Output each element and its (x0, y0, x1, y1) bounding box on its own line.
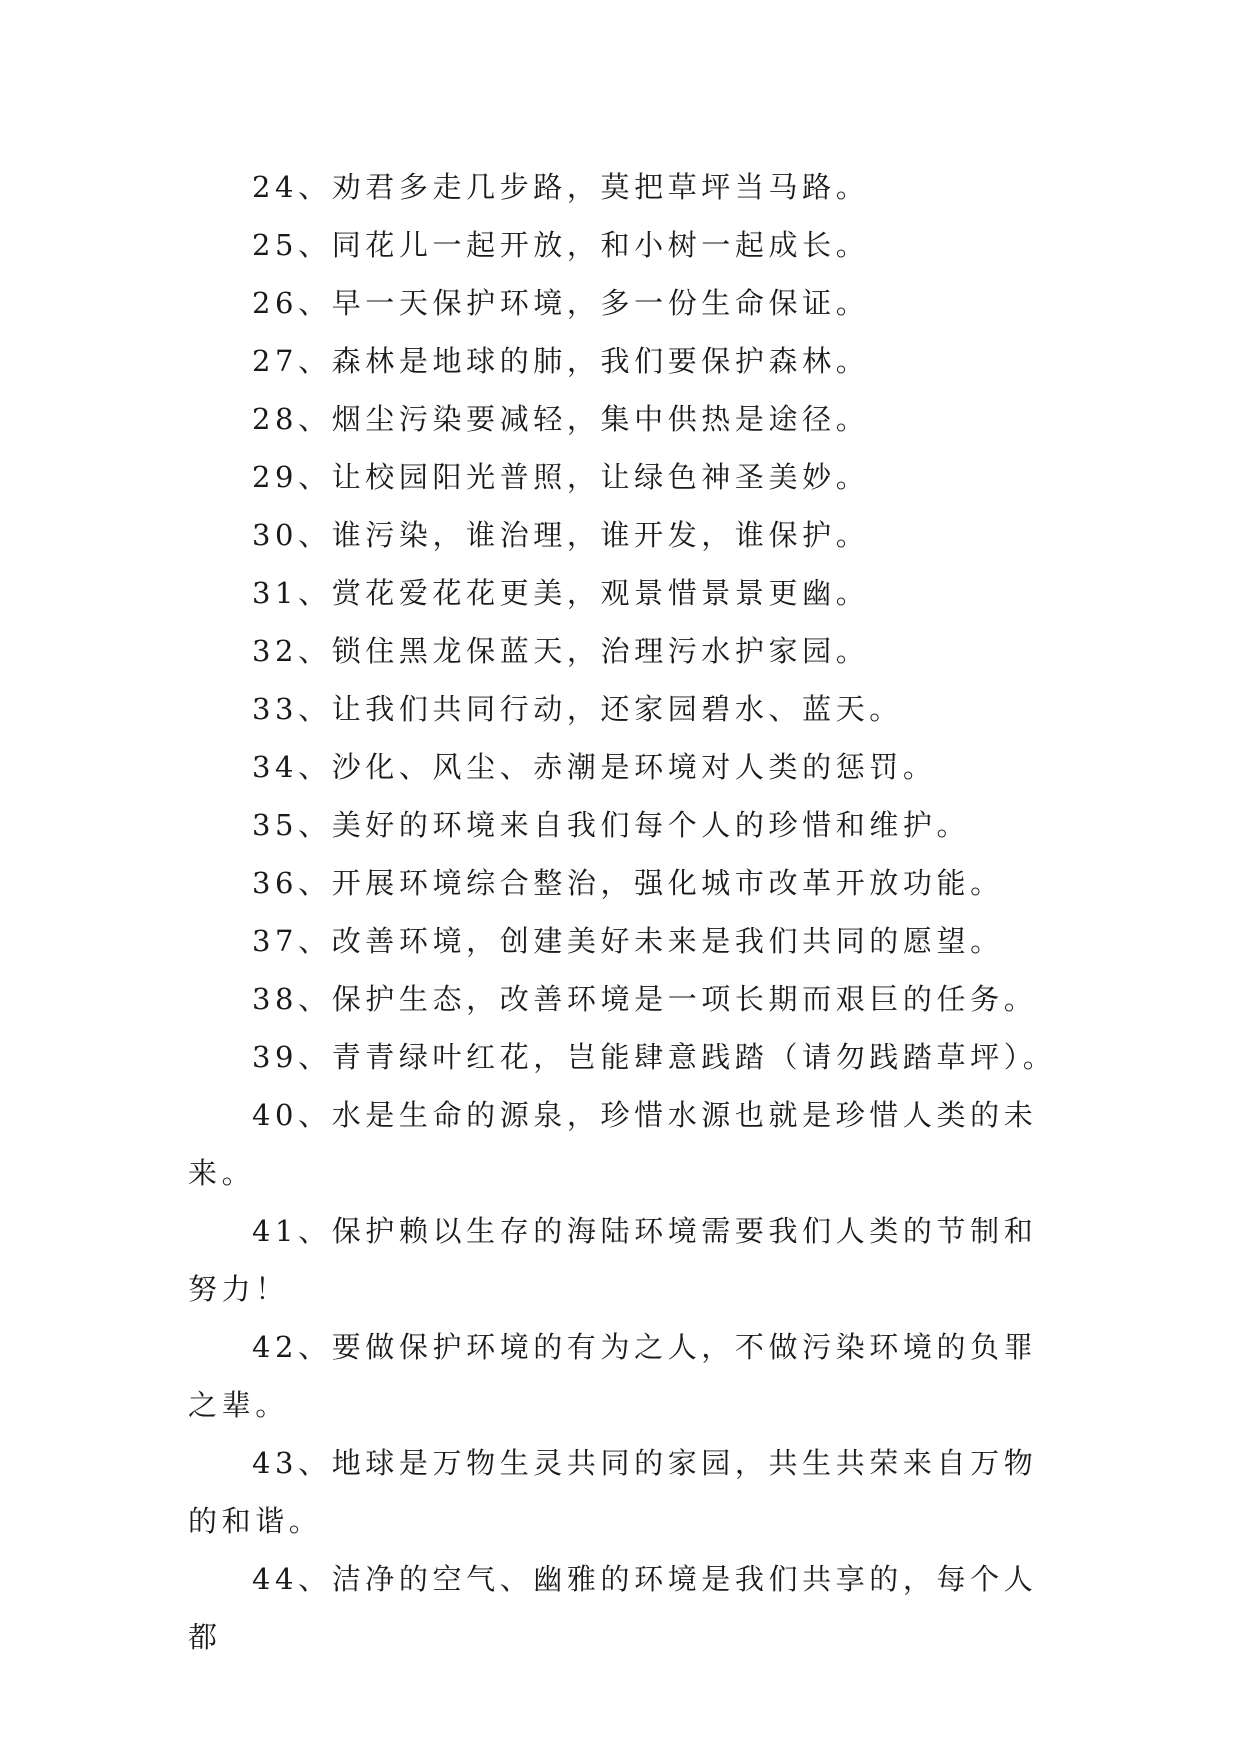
slogan-41: 41、保护赖以生存的海陆环境需要我们人类的节制和努力！ (188, 1214, 1038, 1306)
slogan-37: 37、改善环境，创建美好未来是我们共同的愿望。 (252, 924, 1004, 958)
slogan-31: 31、赏花爱花花更美，观景惜景景更幽。 (252, 576, 870, 610)
slogan-25: 25、同花儿一起开放，和小树一起成长。 (252, 228, 870, 262)
slogan-44: 44、洁净的空气、幽雅的环境是我们共享的，每个人都 (188, 1562, 1038, 1654)
slogan-40: 40、水是生命的源泉，珍惜水源也就是珍惜人类的未来。 (188, 1098, 1038, 1190)
slogan-39: 39、青青绿叶红花，岂能肆意践踏（请勿践踏草坪）。 (252, 1040, 1057, 1074)
slogan-38: 38、保护生态，改善环境是一项长期而艰巨的任务。 (252, 982, 1038, 1016)
slogan-33: 33、让我们共同行动，还家园碧水、蓝天。 (252, 692, 903, 726)
slogan-26: 26、早一天保护环境，多一份生命保证。 (252, 286, 870, 320)
slogan-35: 35、美好的环境来自我们每个人的珍惜和维护。 (252, 808, 971, 842)
slogan-36: 36、开展环境综合整治，强化城市改革开放功能。 (252, 866, 1004, 900)
slogan-29: 29、让校园阳光普照，让绿色神圣美妙。 (252, 460, 870, 494)
slogan-34: 34、沙化、风尘、赤潮是环境对人类的惩罚。 (252, 750, 937, 784)
slogan-28: 28、烟尘污染要减轻，集中供热是途径。 (252, 402, 870, 436)
slogan-43: 43、地球是万物生灵共同的家园，共生共荣来自万物的和谐。 (188, 1446, 1038, 1538)
slogan-42: 42、要做保护环境的有为之人，不做污染环境的负罪之辈。 (188, 1330, 1038, 1422)
slogan-27: 27、森林是地球的肺，我们要保护森林。 (252, 344, 870, 378)
slogan-list (188, 158, 1058, 1666)
slogan-30: 30、谁污染，谁治理，谁开发，谁保护。 (252, 518, 870, 552)
slogan-32: 32、锁住黑龙保蓝天，治理污水护家园。 (252, 634, 870, 668)
slogan-24: 24、劝君多走几步路，莫把草坪当马路。 (252, 170, 870, 204)
